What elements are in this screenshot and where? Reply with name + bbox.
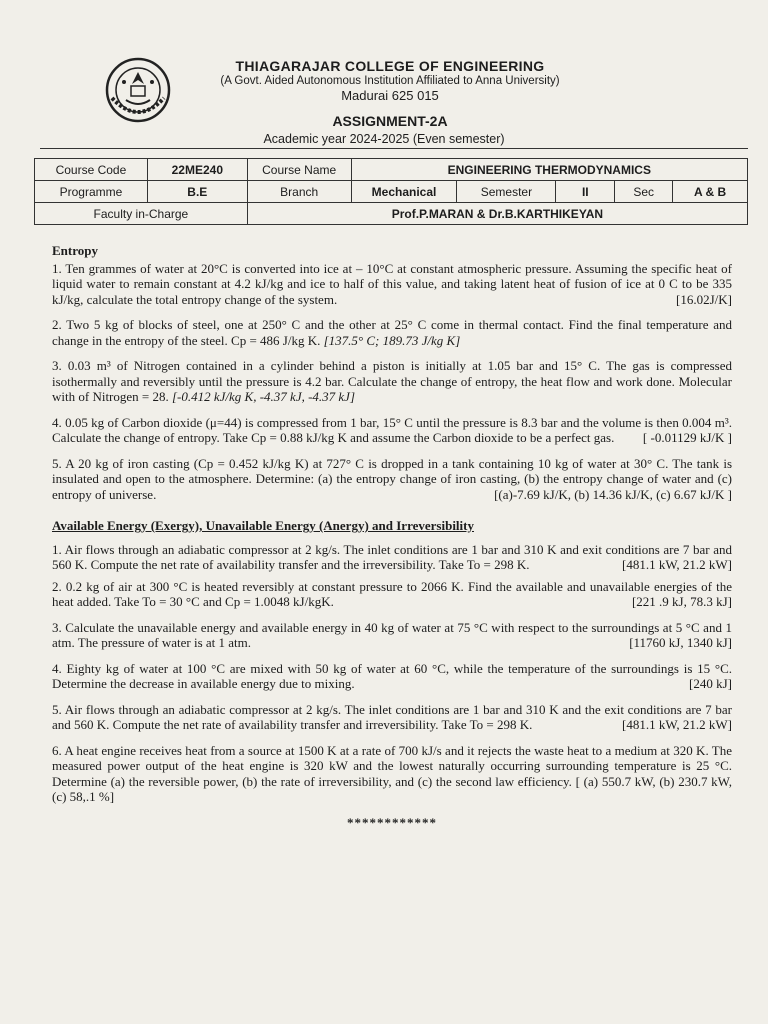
sec-label: Sec (615, 181, 673, 203)
question-answer: [ (a) 550.7 kW, (b) 230.7 kW, (c) 58,.1 %] (52, 773, 732, 804)
question-text: 1. Air flows through an adiabatic compressor at 2 kg/s. The inlet conditions are 1 bar and 310 K and exit conditions are 7 bar and 560 K. Compute the net rate of availability transfer and the irreversibility. Take To = 298 K. (52, 541, 732, 572)
programme-label: Programme (35, 181, 148, 203)
semester-label: Semester (457, 181, 556, 203)
question-item (52, 661, 732, 692)
question-item (52, 261, 732, 308)
semester-value: II (556, 181, 615, 203)
header-rule (40, 148, 748, 149)
question-answer: [-0.412 kJ/kg K, -4.37 kJ, -4.37 kJ] (171, 389, 356, 404)
branch-value: Mechanical (351, 181, 457, 203)
end-stars: ************ (347, 814, 437, 830)
question-item (52, 542, 732, 573)
course-name-label: Course Name (247, 159, 351, 181)
document-header (180, 58, 600, 129)
question-item (52, 456, 732, 503)
question-text: 6. A heat engine receives heat from a source at 1500 K at a rate of 700 kJ/s and it rejects the waste heat to a medium at 320 K. The measured power output of the heat engine is 320 kW and the lowest naturally occurring surrounding temperature is 25 °C. Determine (a) the reversible power, (b) the rate of irreversibility, and (c) the second law efficiency. (52, 742, 732, 789)
question-text: 3. 0.03 m³ of Nitrogen contained in a cylinder behind a piston is initially at 1.05 bar and 15° C. The gas is compressed isothermally and reversibly until the pressure is 4.2 bar. Calculate the change of entropy, the heat flow and work done. Molecular with of Nitrogen = 28. (52, 358, 732, 404)
course-code-label: Course Code (35, 159, 148, 181)
college-city: Madurai 625 015 (341, 88, 439, 103)
question-answer: [481.1 kW, 21.2 kW] (621, 557, 732, 572)
question-item (52, 579, 732, 610)
course-code-value: 22ME240 (147, 159, 247, 181)
question-text: 4. Eighty kg of water at 100 °C are mixed with 50 kg of water at 60 °C, while the temperature of the surroundings is 15 °C. Determine the decrease in available energy due to mixing. (52, 660, 732, 691)
question-answer: [11760 kJ, 1340 kJ] (629, 635, 732, 650)
table-row (35, 159, 748, 181)
question-answer: [137.5° C; 189.73 J/kg K] (323, 332, 461, 348)
faculty-value: Prof.P.MARAN & Dr.B.KARTHIKEYAN (247, 203, 747, 225)
college-emblem-icon (104, 56, 172, 124)
question-text: 3. Calculate the unavailable energy and available energy in 40 kg of water at 75 °C with respect to the surroundings at 5 °C and 1 atm. The pressure of water is at 1 atm. (52, 619, 732, 650)
assignment-body (52, 243, 732, 830)
branch-label: Branch (247, 181, 351, 203)
exergy-heading: Available Energy (Exergy), Unavailable Energy (Anergy) and Irreversibility (52, 518, 474, 533)
programme-value: B.E (147, 181, 247, 203)
question-answer: [221 .9 kJ, 78.3 kJ] (631, 594, 732, 609)
question-text: 4. 0.05 kg of Carbon dioxide (μ=44) is compressed from 1 bar, 15° C until the pressure is 8.3 bar and the volume is then 0.004 m³. Calculate the change of entropy. Take Cp = 0.88 kJ/kg K and assume the Carbon dioxide to be a perfect gas. (52, 414, 732, 445)
entropy-heading: Entropy (52, 243, 98, 258)
question-answer: [16.02J/K] (676, 291, 732, 307)
question-text: 1. Ten grammes of water at 20°C is converted into ice at – 10°C at constant atmospheric pressure. Assuming the specific heat of liquid water to remain constant at 4.2 kJ/kg and ice to half of this value, and taking latent heat of fusion of ice at 0 C to be 335 kJ/kg, calculate the total entropy change of the system. (52, 260, 732, 307)
question-answer: [481.1 kW, 21.2 kW] (621, 717, 732, 732)
assignment-title: ASSIGNMENT-2A (332, 113, 448, 129)
college-name: THIAGARAJAR COLLEGE OF ENGINEERING (235, 58, 545, 74)
question-text: 5. A 20 kg of iron casting (Cp = 0.452 kJ/kg K) at 727° C is dropped in a tank containing 10 kg of water at 30° C. The tank is insulated and open to the atmosphere. Determine: (a) the entropy change of iron casting, (b) the entropy change of water and (c) entropy of universe. (52, 455, 732, 502)
question-item (52, 702, 732, 733)
question-answer: [(a)-7.69 kJ/K, (b) 14.36 kJ/K, (c) 6.67 kJ/K ] (494, 486, 732, 502)
question-answer: [ -0.01129 kJ/K ] (642, 430, 732, 445)
academic-year: Academic year 2024-2025 (Even semester) (263, 132, 505, 146)
sec-value: A & B (673, 181, 748, 203)
faculty-label: Faculty in-Charge (35, 203, 248, 225)
course-name-value: ENGINEERING THERMODYNAMICS (351, 159, 747, 181)
question-item (52, 317, 732, 348)
question-item (52, 620, 732, 651)
question-text: 5. Air flows through an adiabatic compressor at 2 kg/s. The inlet conditions are 1 bar and 310 K and the exit conditions are 7 bar and 560 K. Compute the net rate of availability transfer and irreversibility. Take To = 298 K. (52, 701, 732, 732)
course-info-table (34, 158, 748, 225)
college-subline: (A Govt. Aided Autonomous Institution Affiliated to Anna University) (220, 75, 560, 87)
question-item (52, 743, 732, 805)
question-text: 2. 0.2 kg of air at 300 °C is heated reversibly at constant pressure to 2066 K. Find the available and unavailable energies of the heat added. Take To = 30 °C and Cp = 1.0048 kJ/kgK. (52, 578, 732, 609)
table-row (35, 181, 748, 203)
question-text: 2. Two 5 kg of blocks of steel, one at 250° C and the other at 25° C come in thermal contact. Find the final temperature and change in the entropy of the steel. Cp = 486 J/kg K. (52, 317, 732, 348)
question-item (52, 415, 732, 446)
question-item (52, 358, 732, 405)
table-row (35, 203, 748, 225)
question-answer: [240 kJ] (689, 676, 732, 691)
